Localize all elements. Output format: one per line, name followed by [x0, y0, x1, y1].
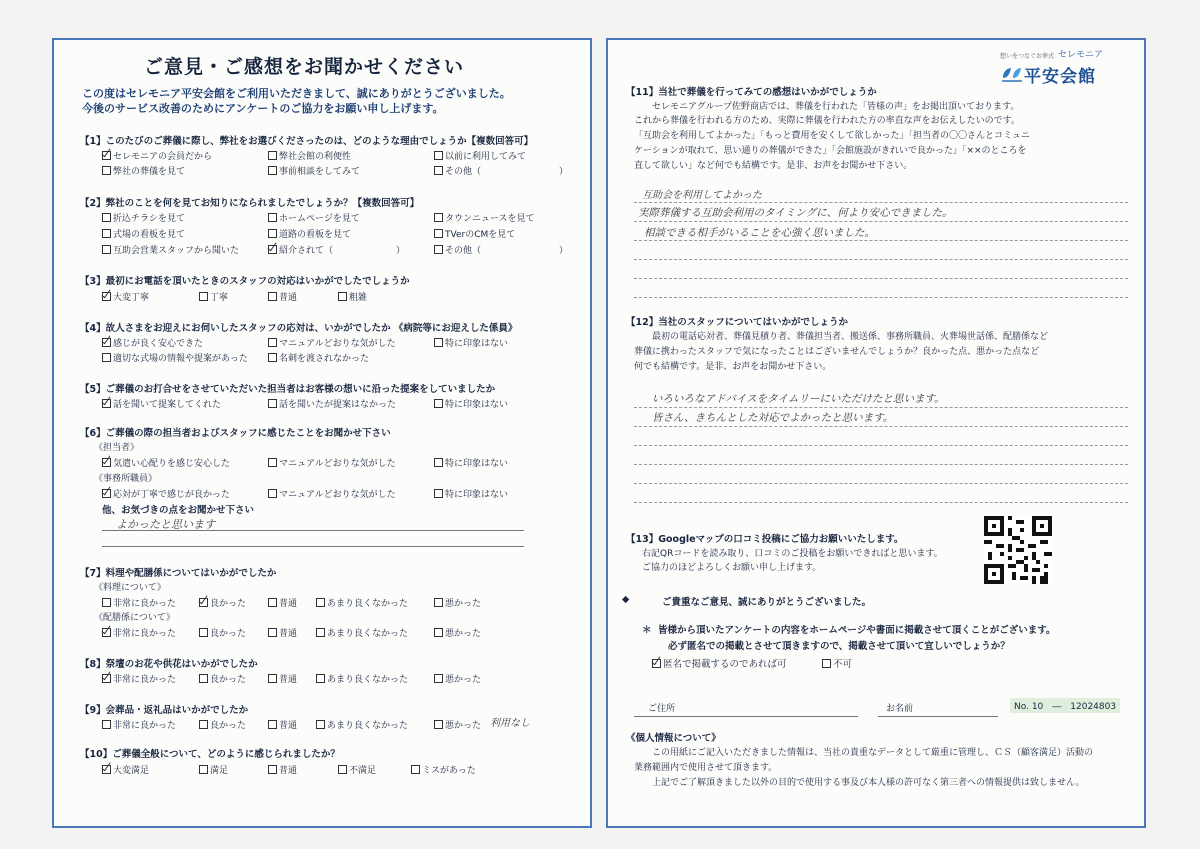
checkbox[interactable] [338, 765, 347, 774]
checkbox-checked[interactable] [102, 292, 111, 301]
checkbox[interactable] [199, 765, 208, 774]
q4-option[interactable]: 名刺を渡されなかった [268, 351, 369, 364]
q7-option[interactable]: 非常に良かった [102, 596, 176, 609]
right-page [606, 38, 1146, 828]
address-label: ご住所 [648, 704, 676, 714]
write-line [634, 202, 1128, 203]
q6-option[interactable]: 特に印象はない [434, 487, 508, 500]
write-line [634, 297, 1128, 298]
q10-title: 【10】ご葬儀全般について、どのように感じられましたか？ [80, 749, 340, 760]
q1-option[interactable]: 以前に利用してみて [434, 149, 526, 162]
privacy-text: この用紙にご記入いただきました情報は、当社の貴重なデータとして厳重に管理し、ＣＳ（顧客満足）活動の [652, 748, 1094, 758]
q12-text: 最初の電話応対者、葬儀見積り者、葬儀担当者、搬送係、事務所職員、火葬場世話係、配膳係など [652, 332, 1049, 342]
checkbox[interactable] [434, 598, 443, 607]
consent-yes[interactable]: 匿名で掲載するのであれば可 [652, 656, 787, 670]
checkbox[interactable] [268, 353, 277, 362]
q9-option[interactable]: あまり良くなかった [316, 718, 408, 731]
checkbox[interactable] [268, 399, 277, 408]
q2-option[interactable]: TVerのCMを見て [434, 227, 515, 240]
checkbox[interactable] [268, 458, 277, 467]
q8-option[interactable]: あまり良くなかった [316, 672, 408, 685]
write-line [634, 407, 1128, 408]
write-line [634, 483, 1128, 484]
write-line [634, 221, 1128, 222]
checkbox[interactable] [434, 245, 443, 254]
checkbox[interactable] [268, 489, 277, 498]
intro-line-1: この度はセレモニア平安会館をご利用いただきまして、誠にありがとうございました。 [82, 87, 511, 100]
q2-option[interactable]: ホームページを見て [268, 211, 360, 224]
q7-option[interactable]: 普通 [268, 626, 297, 639]
q11-title: 【11】当社で葬儀を行ってみての感想はいかがでしょうか [626, 87, 877, 98]
q6-subheading: 《事務所職員》 [94, 474, 158, 484]
write-line [634, 278, 1128, 279]
q8-option[interactable]: 悪かった [434, 672, 481, 685]
q7-option[interactable]: 普通 [268, 596, 297, 609]
asterisk-icon: ＊ [642, 625, 652, 636]
checkbox[interactable] [268, 628, 277, 637]
q9-option[interactable]: 非常に良かった [102, 718, 176, 731]
q1-option[interactable]: 事前相談をしてみて [268, 164, 360, 177]
page-title: ご意見・ご感想をお聞かせください [144, 56, 465, 78]
intro-line-2: 今後のサービス改善のためにアンケートのご協力をお願い申し上げます。 [82, 102, 444, 115]
checkbox-checked[interactable] [102, 338, 111, 347]
q11-handwritten-line[interactable]: 相談できる相手がいることを心強く思いました。 [644, 227, 875, 239]
q2-option[interactable]: その他（ [434, 243, 481, 256]
checkbox-checked[interactable] [199, 598, 208, 607]
q1-option[interactable]: 弊社会館の利便性 [268, 149, 351, 162]
diamond-icon: ◆ [622, 594, 630, 605]
q9-option[interactable]: 良かった [199, 718, 246, 731]
checkbox-checked[interactable] [102, 628, 111, 637]
q11-text: 直して欲しい」など何でも結構です。是非、お声をお聞かせ下さい。 [634, 161, 913, 171]
write-line [102, 546, 524, 547]
privacy-text: 業務範囲内で使用させて頂きます。 [634, 763, 778, 773]
q7-option[interactable]: 良かった [199, 596, 246, 609]
q10-option[interactable]: 大変満足 [102, 763, 149, 776]
logo-tagline: 想いをつなぐお葬式 [1000, 53, 1055, 60]
q7-option[interactable]: 非常に良かった [102, 626, 176, 639]
q13-text: ご協力のほどよろしくお願い申し上げます。 [642, 563, 822, 573]
checkbox-checked[interactable] [102, 458, 111, 467]
q3-title: 【3】最初にお電話を頂いたときのスタッフの対応はいかがでしたでしょうか [80, 276, 410, 287]
checkbox[interactable] [434, 151, 443, 160]
q8-option[interactable]: 良かった [199, 672, 246, 685]
logo [1000, 47, 1103, 87]
checkbox[interactable] [316, 628, 325, 637]
q7-subheading: 《配膳係について》 [94, 613, 175, 623]
checkbox[interactable] [102, 213, 111, 222]
thanks-message: ご貴重なご意見、誠にありがとうございました。 [662, 597, 872, 608]
q3-option[interactable]: 大変丁寧 [102, 290, 149, 303]
q10-option[interactable]: 普通 [268, 763, 297, 776]
q8-title: 【8】祭壇のお花や供花はいかがでしたか [80, 659, 258, 670]
q6-option[interactable]: 特に印象はない [434, 456, 508, 469]
record-number: No. 10 ― 12024803 [1010, 698, 1120, 713]
checkbox[interactable] [102, 353, 111, 362]
checkbox-checked[interactable] [652, 659, 661, 668]
q5-title: 【5】ご葬儀のお打合せをさせていただいた担当者はお客様の想いに沿った提案をしていましたか [80, 384, 496, 395]
checkbox[interactable] [316, 674, 325, 683]
q7-option[interactable]: あまり良くなかった [316, 626, 408, 639]
checkbox[interactable] [434, 338, 443, 347]
checkbox[interactable] [199, 720, 208, 729]
q3-option[interactable]: 普通 [268, 290, 297, 303]
checkbox[interactable] [316, 720, 325, 729]
checkbox-checked[interactable] [102, 674, 111, 683]
q6-option[interactable]: 応対が丁寧で感じが良かった [102, 487, 230, 500]
q11-text: これから葬儀を行われる方のため、実際に葬儀を行われた方の率直な声をお伝えしたいのです。 [634, 116, 1020, 126]
q6-option[interactable]: 気遣い心配りを感じ安心した [102, 456, 230, 469]
q7-subheading: 《料理について》 [94, 583, 166, 593]
privacy-text: 上記でご了解頂きました以外の目的で使用する事及び本人様の許可なく第三者への情報提供は致しません。 [652, 778, 1085, 788]
q1-title: 【1】このたびのご葬儀に際し、弊社をお選びくださったのは、どのような理由でしょうか【複数回答可】 [80, 136, 534, 147]
checkbox[interactable] [268, 166, 277, 175]
checkbox[interactable] [268, 765, 277, 774]
q7-option[interactable]: 良かった [199, 626, 246, 639]
checkbox-checked[interactable] [268, 245, 277, 254]
checkbox-checked[interactable] [102, 151, 111, 160]
q2-option[interactable]: 式場の看板を見て [102, 227, 185, 240]
write-line [634, 502, 1128, 503]
consent-text: 皆様から頂いたアンケートの内容をホームページや書面に掲載させて頂くことがございます。 [658, 625, 1056, 636]
q12-handwritten-line[interactable]: 皆さん、きちんとした対応でよかったと思います。 [652, 412, 894, 424]
checkbox[interactable] [102, 166, 111, 175]
write-line [634, 426, 1128, 427]
q1-option[interactable]: 弊社の葬儀を見て [102, 164, 185, 177]
checkbox[interactable] [434, 720, 443, 729]
q8-option[interactable]: 非常に良かった [102, 672, 176, 685]
q2-option[interactable]: タウンニュースを見て [434, 211, 535, 224]
logo-brand: セレモニア [1058, 50, 1104, 60]
checkbox-checked[interactable] [102, 489, 111, 498]
write-line [634, 240, 1128, 241]
q5-option[interactable]: 話を聞いたが提案はなかった [268, 397, 396, 410]
q5-option[interactable]: 話を聞いて提案してくれた [102, 397, 221, 410]
q7-option[interactable]: あまり良くなかった [316, 596, 408, 609]
checkbox-checked[interactable] [102, 399, 111, 408]
checkbox[interactable] [316, 598, 325, 607]
checkbox[interactable] [434, 229, 443, 238]
q1-option-close: ） [559, 167, 569, 177]
q4-option[interactable]: 感じが良く安心できた [102, 336, 203, 349]
q13-title: 【13】Googleマップの口コミ投稿にご協力お願いいたします。 [626, 534, 904, 545]
q11-text: セレモニアグループ佐野商店では、葬儀を行われた「皆様の声」をお掲出頂いております。 [652, 102, 1020, 112]
checkbox[interactable] [268, 338, 277, 347]
address-line[interactable] [634, 716, 858, 717]
checkbox[interactable] [338, 292, 347, 301]
q2-option[interactable]: 紹介されて（ [268, 243, 333, 256]
q11-handwritten-line[interactable]: 互助会を利用してよかった [642, 190, 762, 201]
checkbox[interactable] [268, 598, 277, 607]
checkbox[interactable] [434, 458, 443, 467]
q1-option[interactable]: セレモニアの会員だから [102, 149, 212, 162]
q5-option[interactable]: 特に印象はない [434, 397, 508, 410]
checkbox[interactable] [102, 720, 111, 729]
q9-option[interactable]: 普通 [268, 718, 297, 731]
write-line [634, 445, 1128, 446]
q2-option-close: ） [396, 246, 406, 256]
checkbox[interactable] [822, 659, 831, 668]
q4-option[interactable]: 適切な式場の情報や提案があった [102, 351, 248, 364]
q11-text: 「互助会を利用してよかった」「もっと費用を安くして欲しかった」「担当者の〇〇さんとコミュニ [634, 131, 1030, 141]
checkbox[interactable] [199, 292, 208, 301]
q12-text: 葬儀に携わったスタッフで気になったことはございませんでしょうか？良かった点、悪かった点など [634, 347, 1040, 357]
privacy-title: 《個人情報について》 [626, 733, 721, 744]
checkbox[interactable] [268, 151, 277, 160]
q2-option-close: ） [559, 246, 569, 256]
checkbox[interactable] [102, 229, 111, 238]
q7-option[interactable]: 悪かった [434, 596, 481, 609]
checkbox[interactable] [102, 598, 111, 607]
checkbox[interactable] [268, 720, 277, 729]
checkbox[interactable] [411, 765, 420, 774]
q4-option[interactable]: マニュアルどおりな気がした [268, 336, 396, 349]
checkbox[interactable] [268, 229, 277, 238]
q3-option[interactable]: 丁寧 [199, 290, 228, 303]
q3-option[interactable]: 粗雑 [338, 290, 367, 303]
q2-option[interactable]: 折込チラシを見て [102, 211, 185, 224]
checkbox[interactable] [434, 489, 443, 498]
q7-option[interactable]: 悪かった [434, 626, 481, 639]
q10-option[interactable]: 満足 [199, 763, 228, 776]
checkbox[interactable] [434, 628, 443, 637]
record-number-value: 10 ― 12024803 [1031, 702, 1117, 712]
write-line [634, 259, 1128, 260]
q10-option[interactable]: 不満足 [338, 763, 376, 776]
q13-text: 右記QRコードを読み取り、口コミのご投稿をお願いできればと思います。 [642, 549, 943, 559]
left-page [52, 38, 592, 828]
qr-code-icon[interactable] [984, 516, 1052, 584]
write-line [634, 464, 1128, 465]
q6-other-label: 他、お気づきの点をお聞かせ下さい [102, 505, 255, 516]
q2-option[interactable]: 道路の看板を見て [268, 227, 351, 240]
checkbox-checked[interactable] [102, 765, 111, 774]
q2-title: 【2】弊社のことを何を見てお知りになられましたでしょうか？【複数回答可】 [80, 198, 420, 209]
checkbox[interactable] [268, 213, 277, 222]
checkbox[interactable] [102, 245, 111, 254]
checkbox[interactable] [199, 674, 208, 683]
q6-option[interactable]: マニュアルどおりな気がした [268, 487, 396, 500]
q7-title: 【7】料理や配膳係についてはいかがでしたか [80, 568, 277, 579]
consent-text: 必ず匿名での掲載とさせて頂きますので、掲載させて頂いて宜しいでしょうか？ [668, 641, 1010, 652]
q4-option[interactable]: 特に印象はない [434, 336, 508, 349]
checkbox[interactable] [434, 674, 443, 683]
q11-text: ケーションが取れて、思い通りの葬儀ができた」「会館施設がきれいで良かった」「××のところを [634, 146, 1027, 156]
name-label: お名前 [886, 704, 914, 714]
checkbox[interactable] [199, 628, 208, 637]
q4-title: 【4】故人さまをお迎えにお伺いしたスタッフの応対は、いかがでしたか 《病院等にお迎えした係員》 [80, 323, 518, 334]
checkbox[interactable] [434, 213, 443, 222]
q2-option[interactable]: 互助会営業スタッフから聞いた [102, 243, 239, 256]
q12-handwritten-line[interactable]: いろいろなアドバイスをタイムリーにいただけたと思います。 [652, 393, 945, 405]
q12-title: 【12】当社のスタッフについてはいかがでしょうか [626, 317, 849, 328]
q10-option[interactable]: ミスがあった [411, 763, 476, 776]
q9-title: 【9】会葬品・返礼品はいかがでしたか [80, 705, 249, 716]
consent-no[interactable]: 不可 [822, 656, 852, 670]
q11-handwritten-line[interactable]: 実際葬儀する互助会利用のタイミングに、何より安心できました。 [638, 207, 953, 219]
q6-handwritten-answer[interactable]: よかったと思います [116, 518, 215, 531]
q12-text: 何でも結構です。是非、お声をお聞かせ下さい。 [634, 362, 832, 372]
checkbox[interactable] [434, 166, 443, 175]
checkbox[interactable] [268, 674, 277, 683]
write-line [102, 530, 524, 531]
name-line[interactable] [878, 716, 998, 717]
q6-title: 【6】ご葬儀の際の担当者およびスタッフに感じたことをお聞かせ下さい [80, 428, 391, 439]
q9-handwritten-note[interactable]: 利用なし [490, 718, 530, 729]
q1-option[interactable]: その他（ [434, 164, 481, 177]
q8-option[interactable]: 普通 [268, 672, 297, 685]
q6-option[interactable]: マニュアルどおりな気がした [268, 456, 396, 469]
q6-subheading: 《担当者》 [94, 443, 140, 453]
logo-mark-icon [1000, 66, 1024, 84]
logo-name: 平安会館 [1024, 67, 1096, 87]
q9-option[interactable]: 悪かった [434, 718, 481, 731]
checkbox[interactable] [434, 399, 443, 408]
checkbox[interactable] [268, 292, 277, 301]
